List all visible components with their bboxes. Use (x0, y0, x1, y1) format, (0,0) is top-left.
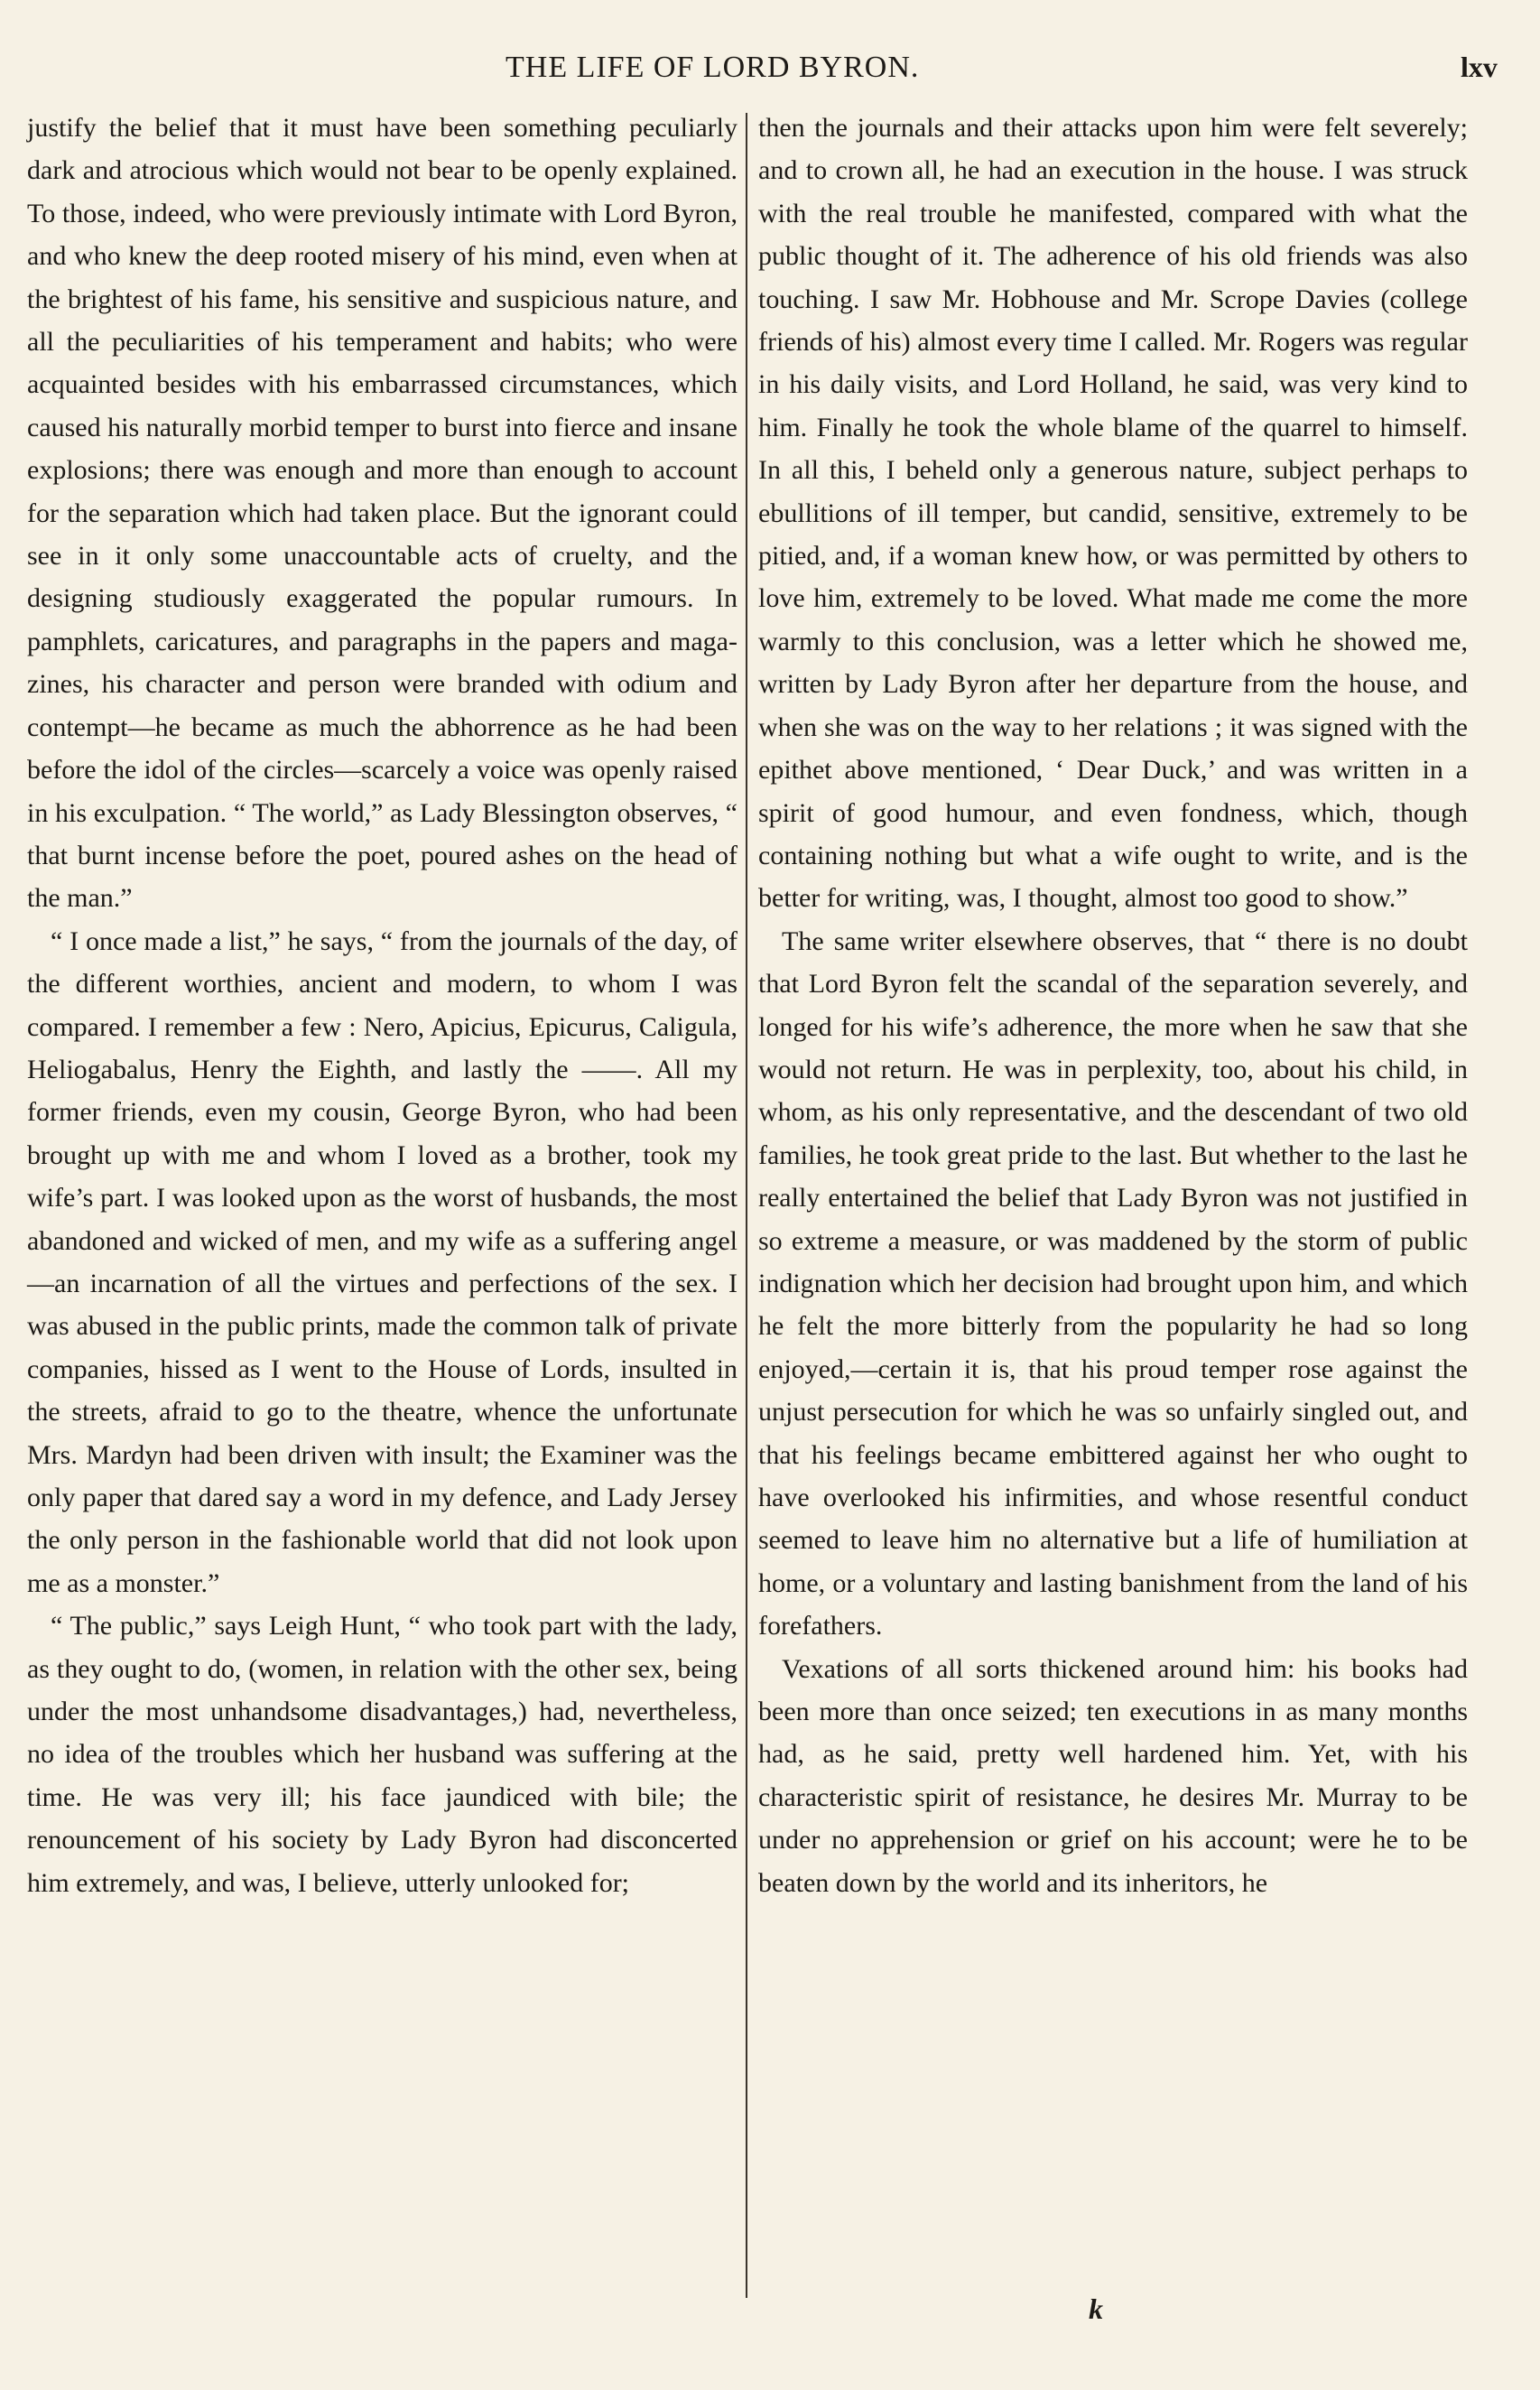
page-number: lxv (1461, 51, 1498, 83)
right-column (758, 107, 1468, 1904)
signature-mark: k (1089, 2292, 1103, 2325)
column-divider (746, 113, 747, 2298)
left-column (27, 107, 738, 1904)
paragraph: then the journals and their attacks upon him were felt severely; and to crown all, he had an execution in the house. I was struck with the real trouble he manifested, compared with what the public thought of it. The adherence of his old friends was also touching. I saw Mr. Hobhouse and Mr. Scrope Davies (college friends of his) almost every time I called. Mr. Rogers was regular in his daily visits, and Lord Holland, he said, was very kind to him. Finally he took the whole blame of the quarrel to himself. In all this, I beheld only a generous nature, subject perhaps to ebullitions of ill temper, but candid, sensitive, extremely to be pitied, and, if a woman knew how, or was permitted by others to love him, extremely to be loved. What made me come the more warmly to this conclusion, was a letter which he showed me, written by Lady Byron after her departure from the house, and when she was on the way to her relations ; it was signed with the epithet above mentioned, ‘ Dear Duck,’ and was written in a spirit of good humour, and even fondness, which, though containing nothing but what a wife ought to write, and is the better for writing, was, I thought, almost too good to show.” (758, 113, 1468, 914)
page-header (0, 45, 1540, 99)
running-title: THE LIFE OF LORD BYRON. (506, 51, 920, 84)
paragraph: “ The public,” says Leigh Hunt, “ who took part with the lady, as they ought to do, (women, in relation with the other sex, being under the most unhandsome disadvantages,) had, nevertheless, no idea of the troubles which her husband was suffering at the time. He was very ill; his face jaundiced with bile; the renouncement of his society by Lady Byron had disconcerted him extremely, and was, I believe, utterly unlooked for; (27, 1611, 738, 1898)
paragraph: “ I once made a list,” he says, “ from the journals of the day, of the different worthies, ancient and modern, to whom I was compared. I remember a few : Nero, Apicius, Epicurus, Caligula, Heliogabalus, Henry the Eighth, and lastly the ——. All my former friends, even my cousin, George Byron, who had been brought up with me and whom I loved as a brother, took my wife’s part. I was looked upon as the worst of husbands, the most abandoned and wicked of men, and my wife as a suffering angel—an incarnation of all the virtues and perfections of the sex. I was abused in the public prints, made the common talk of private companies, hissed as I went to the House of Lords, insulted in the streets, afraid to go to the theatre, whence the unfortunate Mrs. Mardyn had been driven with insult; the Examiner was the only paper that dared say a word in my defence, and Lady Jersey the only person in the fashionable world that did not look upon me as a monster.” (27, 925, 738, 1598)
paragraph: The same writer elsewhere observes, that “ there is no doubt that Lord Byron felt the scandal of the separation severely, and longed for his wife’s adherence, the more when he saw that she would not return. He was in perplexity, too, about his child, in whom, as his only representative, and the descendant of two old families, he took great pride to the last. But whether to the last he really entertained the belief that Lady Byron was not justified in so extreme a measure, or was maddened by the storm of public indignation which her decision had brought upon him, and which he felt the more bitterly from the popularity he had so long enjoyed,—certain it is, that his proud temper rose against the unjust persecution for which he was so unfairly singled out, and that his feelings became embittered against her who ought to have overlooked his infirmities, and whose resentful conduct seemed to leave him no alternative but a life of humiliation at home, or a voluntary and lasting banishment from the land of his forefathers. (758, 925, 1468, 1641)
paragraph: Vexations of all sorts thickened around him: his books had been more than once seized; ten executions in as many months had, as he said, pretty well hardened him. Yet, with his characteristic spirit of resistance, he desires Mr. Murray to be under no apprehension or grief on his account; were he to be beaten down by the world and its inheritors, he (758, 1653, 1468, 1898)
paragraph: justify the belief that it must have been something peculiarly dark and atrocious which would not bear to be openly explained. To those, indeed, who were previously intimate with Lord Byron, and who knew the deep rooted misery of his mind, even when at the brightest of his fame, his sensitive and suspicious nature, and all the peculiarities of his temperament and habits; who were acquainted besides with his embarrassed circumstances, which caused his naturally morbid temper to burst into fierce and insane explosions; there was enough and more than enough to account for the separation which had taken place. But the ignorant could see in it only some unaccountable acts of cruelty, and the designing studiously exaggerated the popular rumours. In pamphlets, caricatures, and paragraphs in the papers and magazines, his character and person were branded with odium and contempt—he became as much the abhorrence as he had been before the idol of the circles—scarcely a voice was openly raised in his exculpation. “ The world,” as Lady Blessington observes, “ that burnt incense before the poet, poured ashes on the head of the man.” (27, 113, 738, 914)
